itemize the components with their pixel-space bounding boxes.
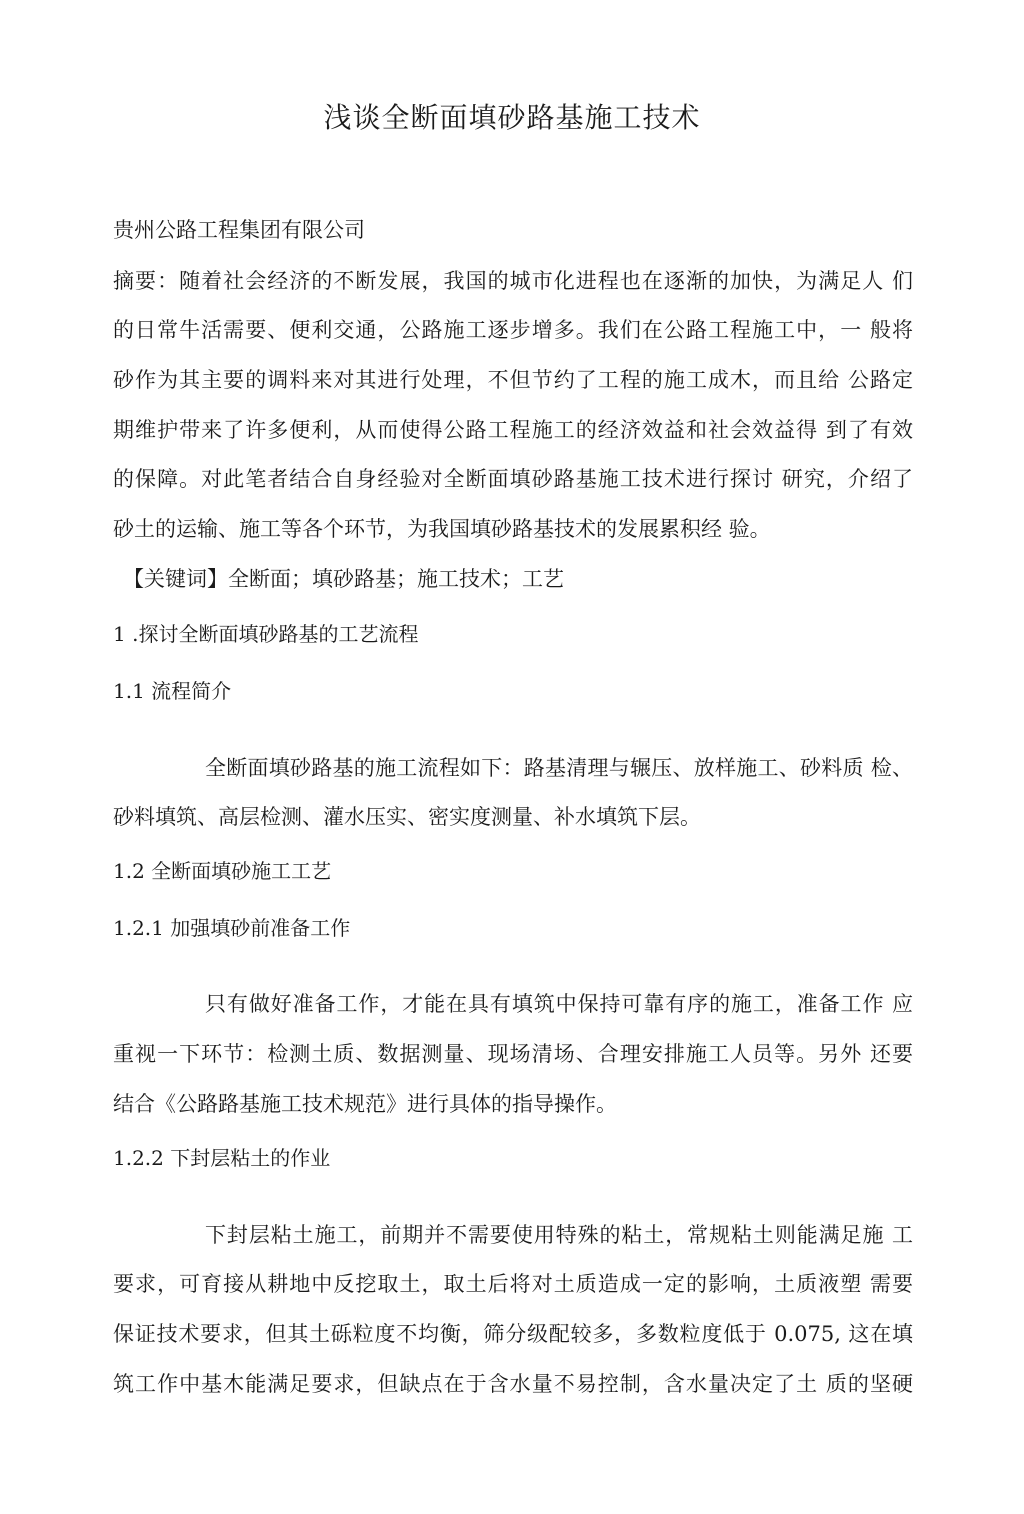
paragraph-line: 全断面填砂路基的施工流程如下：路基清理与辗压、放样施工、砂料质 检、 [205,756,913,780]
paragraph-line: 重视一下环节：检测土质、数据测量、现场清场、合理安排施工人员等。另外 还要 [113,1042,913,1066]
paragraph-line: 下封层粘土施工，前期并不需要使用特殊的粘土，常规粘土则能满足施 工 [205,1223,913,1247]
keywords: 【关键词】全断面；填砂路基；施工技术；工艺 [123,567,564,591]
document-title: 浅谈全断面填砂路基施工技术 [323,101,701,134]
section-heading-1-1: 1.1 流程简介 [113,679,232,703]
section-heading-1-2-2: 1.2.2 下封层粘土的作业 [113,1146,331,1170]
paragraph-line: 砂料填筑、高层检测、灌水压实、密实度测量、补水填筑下层。 [113,805,701,829]
section-heading-1-2-1: 1.2.1 加强填砂前准备工作 [113,916,351,940]
abstract-line: 砂土的运输、施工等各个环节，为我国填砂路基技术的发展累积经 验。 [113,517,771,541]
abstract-line: 期维护带来了许多便利，从而使得公路工程施工的经济效益和社会效益得 到了有效 [113,418,913,442]
abstract-line: 的日常牛活需要、便利交通，公路施工逐步增多。我们在公路工程施工中，一 般将 [113,318,913,342]
paragraph-line: 结合《公路路基施工技术规范》进行具体的指导操作。 [113,1092,617,1116]
organization-name: 贵州公路工程集团有限公司 [113,218,365,242]
paragraph-line: 保证技术要求，但其土砾粒度不均衡，筛分级配较多，多数粒度低于 0.075, 这在填 [113,1322,913,1346]
abstract-line: 摘要：随着社会经济的不断发展，我国的城市化进程也在逐渐的加快，为满足人 们 [113,269,913,293]
paragraph-line: 只有做好准备工作，才能在具有填筑中保持可靠有序的施工，准备工作 应 [205,992,913,1016]
paragraph-line: 筑工作中基木能满足要求，但缺点在于含水量不易控制，含水量决定了土 质的坚硬 [113,1372,913,1396]
abstract-line: 的保障。对此笔者结合自身经验对全断面填砂路基施工技术进行探讨 研究，介绍了 [113,467,913,491]
section-heading-1: 1 .探讨全断面填砂路基的工艺流程 [113,622,419,646]
paragraph-line: 要求，可育接从耕地中反挖取土，取土后将对土质造成一定的影响，土质液塑 需要 [113,1272,913,1296]
section-heading-1-2: 1.2 全断面填砂施工工艺 [113,859,332,883]
abstract-line: 砂作为其主要的调料来对其进行处理，不但节约了工程的施工成木，而且给 公路定 [113,368,913,392]
